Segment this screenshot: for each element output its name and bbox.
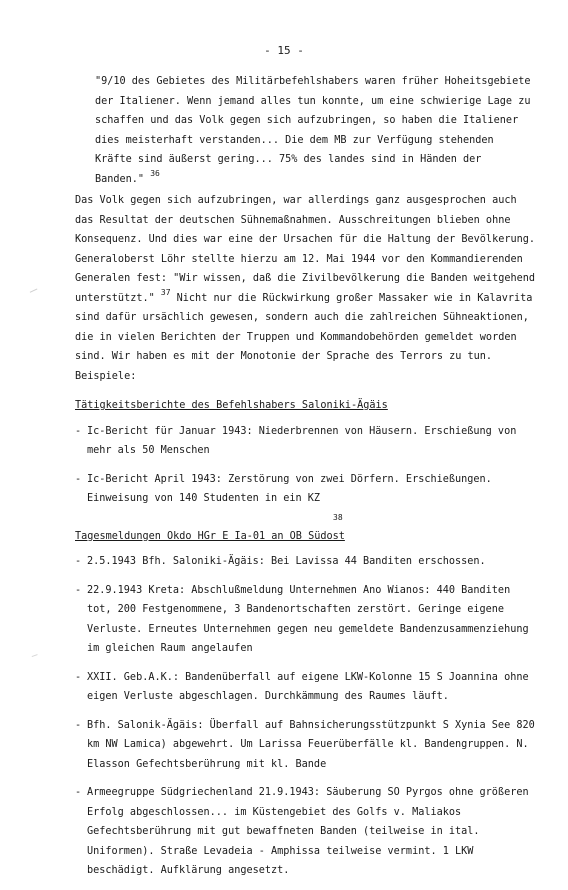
list-marker: -: [75, 787, 82, 798]
list-item-text: 2.5.1943 Bfh. Saloniki-Ägäis: Bei Lavissa 44 Banditen erschossen.: [87, 556, 486, 567]
list-item-text: Bfh. Salonik-Ägäis: Überfall auf Bahnsicherungsstützpunkt S Xynia See 820 km NW Lamica) abgewehrt. Um Larissa Feuerüberfälle kl. Bandengruppen. N. Elasson Gefechtsberührung mit kl. Bande: [87, 719, 535, 770]
list-item-text: Ic-Bericht für Januar 1943: Niederbrennen von Häusern. Erschießung von mehr als 50 Menschen: [87, 425, 517, 456]
section-heading: Tätigkeitsberichte des Befehlshabers Saloniki-Ägäis: [75, 400, 388, 411]
list-item-text: Ic-Bericht April 1943: Zerstörung von zwei Dörfern. Erschießungen. Einweisung von 140 Studenten in ein KZ: [87, 473, 492, 504]
list-item: [75, 422, 535, 461]
list-marker: -: [75, 719, 82, 731]
block-quote: [95, 72, 535, 189]
section-heading-text: Tagesmeldungen Okdo HGr E Ia-01 an OB Südost: [75, 530, 345, 542]
list-item-text: XXII. Geb.A.K.: Bandenüberfall auf eigene LKW-Kolonne 15 S Joannina ohne eigen Verluste abgeschlagen. Durchkämmung des Raumes läuft.: [87, 671, 529, 702]
list-item-text: 22.9.1943 Kreta: Abschlußmeldung Unternehmen Ano Wianos: 440 Banditen tot, 200 Festgenommene, 3 Bandenortschaften zerstört. Geringe eigene Verluste. Erneutes Unternehmen gegen neu gemeldete Bandenzusammenziehung im gleichen Raum angelaufen: [87, 584, 529, 654]
margin-mark: [30, 288, 39, 294]
page-number: - 15 -: [264, 44, 304, 57]
quote-text: "9/10 des Gebietes des Militärbefehlshabers waren früher Hoheitsgebiete der Italiener. Wenn jemand alles tun konnte, um eine schwierige Lage zu schaffen und das Volk gegen sich aufzubringen, so haben die Italiener dies meisterhaft verstanden... Die dem MB zur Verfügung stehenden Kräfte sind äußerst gering... 75% des landes sind in Händen der Banden.": [95, 76, 531, 185]
margin-mark: [32, 654, 39, 659]
document-body: "9/10 des Gebietes des Militärbefehlshabers waren früher Hoheitsgebiete der Italiener. Wenn jemand alles tun konnte, um eine schwierige Lage zu schaffen und das Volk gegen sich aufzubringen, so haben die Italiener dies meisterhaft verstanden... Die dem MB zur Verfügung stehenden Kräfte sind äußerst gering... 75% des landes sind in Händen der Banden." $^{36}$ Das Volk gegen sich aufzubringen, war allerdings ganz ausgesprochen auch das Resultat der deutschen Sühnemaßnahmen. Ausschreitungen blieben ohne Konsequenz. Und dies war eine der Ursachen für die Haltung der Bevölkerung. Generaloberst Löhr stellte hierzu am 12. Mai 1944 vor den Kommandierenden Generalen fest: "Wir wissen, daß die Zivilbevölkerung die Banden weitgehend unterstützt." $^{37}$ Nicht nur die Rückwirkung großer Massaker wie in Kalavrita sind dafür ursächlich gewesen, sondern auch die zahlreichen Sühneaktionen, die in vielen Berichten der Truppen und Kommandobehörden gemeldet worden sind. Wir haben es mit der Monotonie der Sprache des Terrors zu tun. Beispiele: Tätigkeitsberichte des Befehlshabers Saloniki-Ägäis - Ic-Bericht für Januar 1943: Niederbrennen von Häusern. Erschießung von mehr als 50 Menschen - Ic-Bericht April 1943: Zerstörung von zwei Dörfern. Erschießungen. Einweisung von 140 Studenten in ein KZ Tagesmeldungen Okdo HGr E Ia-01 an OB Südost 38 - 2.5.1943 Bfh. Saloniki-Ägäis: Bei Lavissa 44 Banditen erschossen. - 22.9.1943 Kreta: Abschlußmeldung Unternehmen Ano Wianos: 440 Banditen tot, 200 Festgenommene, 3 Bandenortschaften zerstört. Geringe eigene Verluste. Erneutes Unternehmen gegen neu gemeldete Bandenzusammenziehung im gleichen Raum angelaufen - XXII. Geb.A.K.: Bandenüberfall auf eigene LKW-Kolonne 15 S Joannina ohne eigen Verluste abgeschlagen. Durchkämmung des Raumes läuft. - Bfh. Salonik-Ägäis: Überfall auf Bahnsicherungsstützpunkt S Xynia See 820 km NW Lamica) abgewehrt. Um Larissa Feuerüberfälle kl. Bandengruppen. N. Elasson Gefechtsberührung mit kl. Bande - Armeegruppe Südgriechenland 21.9.1943: Säuberung SO Pyrgos ohne größeren Erfolg abgeschlossen... im Küstengebiet des Golfs v. Maliakos Gefechtsberührung mit gut bewaffneten Banden (teilweise in ital. Uniformen). Straße Levadeia - Amphissa teilweise vermint. 1 LKW beschädigt. Aufklärung angesetzt.: [75, 72, 535, 890]
report-list: [75, 422, 535, 509]
section-heading: [75, 527, 535, 547]
list-marker: -: [75, 671, 82, 683]
footnote-ref: 37: [160, 287, 171, 297]
paragraph-text: Das Volk gegen sich aufzubringen, war allerdings ganz ausgesprochen auch das Resultat der deutschen Sühnemaßnahmen. Ausschreitungen blieben ohne Konsequenz. Und dies war eine der Ursachen für die Haltung der Bevölkerung. Generaloberst Löhr stellte hierzu am 12. Mai 1944 vor den Kommandierenden Generalen fest: "Wir wissen, daß die Zivilbevölkerung die Banden weitgehend unterstützt.": [75, 195, 536, 304]
list-marker: -: [75, 425, 82, 437]
list-marker: -: [75, 473, 82, 485]
list-item: [75, 716, 535, 775]
body-paragraph: [75, 191, 535, 386]
list-item: [75, 581, 535, 659]
report-list: [75, 552, 535, 881]
list-marker: -: [75, 584, 82, 596]
footnote-ref: 36: [150, 168, 160, 178]
paragraph-text: Nicht nur die Rückwirkung großer Massaker wie in Kalavrita sind dafür ursächlich gewesen, sondern auch die zahlreichen Sühneaktionen, die in vielen Berichten der Truppen und Kommandobehörden gemeldet worden sind. Wir haben es mit der Monotonie der Sprache des Terrors zu tun. Beispiele:: [75, 292, 533, 382]
list-marker: -: [75, 556, 82, 567]
list-item: [75, 552, 535, 572]
list-item: [75, 470, 535, 509]
list-item: [75, 783, 535, 881]
list-item: [75, 668, 535, 707]
list-item-text: Armeegruppe Südgriechenland 21.9.1943: Säuberung SO Pyrgos ohne größeren Erfolg abgeschlossen... im Küstengebiet des Golfs v. Maliakos Gefechtsberührung mit gut bewaffneten Banden (teilweise in ital. Uniformen). Straße Levadeia - Amphissa teilweise vermint. 1 LKW beschädigt. Aufklärung angesetzt.: [87, 787, 529, 876]
